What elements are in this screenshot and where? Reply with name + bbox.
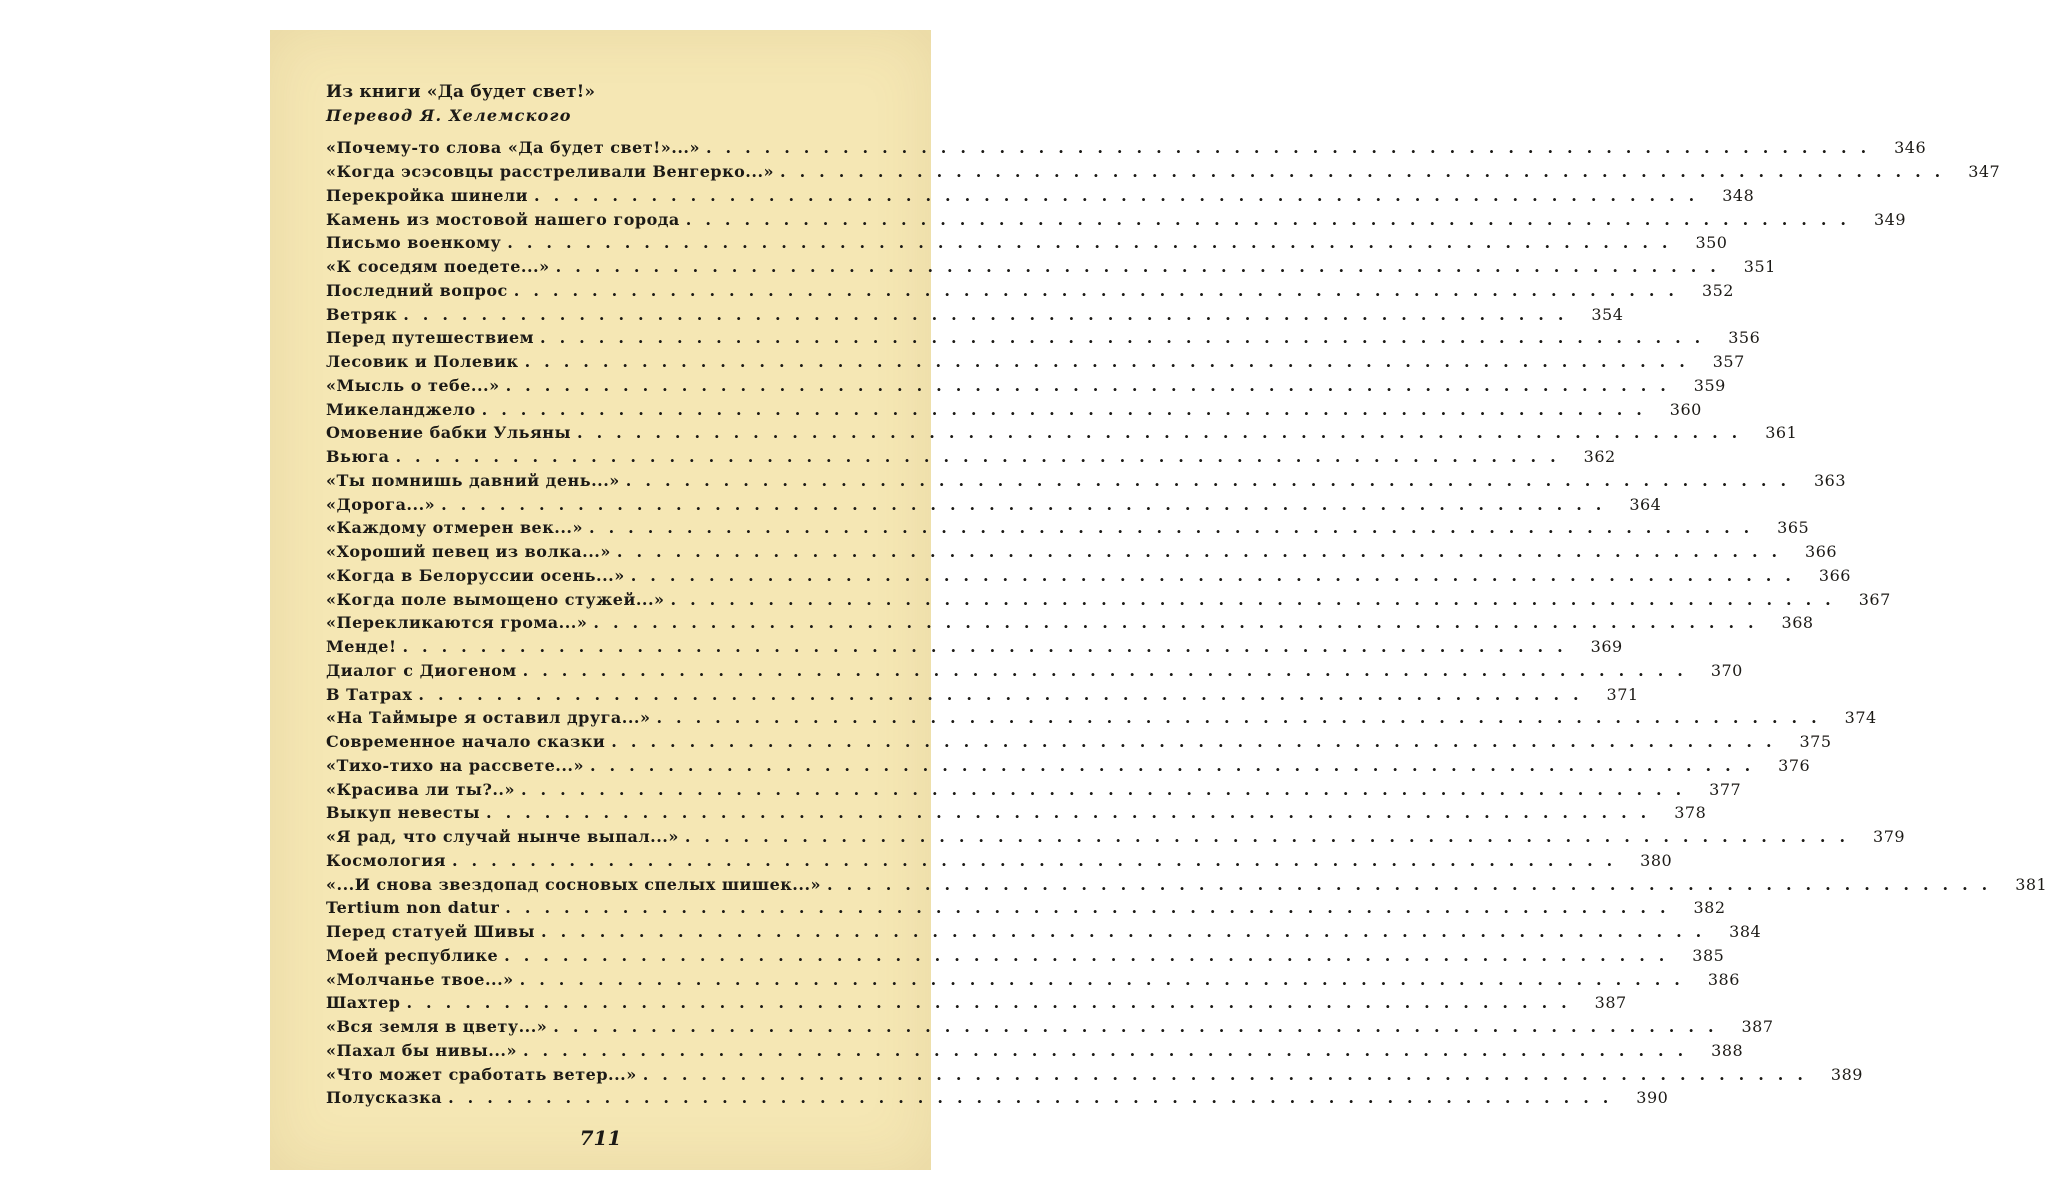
dot-leader: ............................................................ bbox=[625, 470, 1801, 490]
dot-leader: ............................................................ bbox=[534, 185, 1709, 205]
toc-entry-title: «Тихо-тихо на рассвете...» bbox=[326, 755, 584, 775]
dot-leader: ............................................................ bbox=[406, 993, 1581, 1013]
toc-entry-page: 376 bbox=[1778, 755, 1811, 775]
toc-entry bbox=[326, 184, 1755, 208]
toc-entry-title: «Мысль о тебе...» bbox=[326, 375, 500, 395]
toc-entry bbox=[326, 279, 1734, 303]
toc-entry-title: Tertium non datur bbox=[326, 898, 500, 918]
dot-leader: ............................................................ bbox=[589, 755, 1765, 775]
toc-entry-title: Письмо военкому bbox=[326, 233, 502, 253]
dot-leader: ............................................................ bbox=[505, 375, 1680, 395]
toc-entry-title: Лесовик и Полевик bbox=[326, 352, 519, 372]
toc-entry-page: 375 bbox=[1799, 732, 1832, 752]
toc-entry-title: «Перекликаются грома...» bbox=[326, 613, 588, 633]
toc-entry-title: Моей республике bbox=[326, 945, 499, 965]
toc-entry-page: 350 bbox=[1695, 233, 1728, 253]
section-title: Из книги «Да будет свет!» bbox=[326, 82, 596, 102]
toc-entry-title: «К соседям поедете...» bbox=[326, 257, 550, 277]
translator-credit: Перевод Я. Хелемского bbox=[326, 106, 572, 125]
toc-entry-title: «Вся земля в цвету...» bbox=[326, 1017, 548, 1037]
toc-entry-page: 390 bbox=[1636, 1088, 1669, 1108]
toc-entry-page: 363 bbox=[1813, 470, 1847, 490]
toc-entry-title: «Хороший певец из волка...» bbox=[326, 542, 611, 562]
dot-leader: ............................................................ bbox=[395, 447, 1570, 467]
toc-entry-title: Последний вопрос bbox=[326, 280, 508, 300]
dot-leader: ............................................................ bbox=[520, 779, 1696, 799]
toc-entry-title: Камень из мостовой нашего города bbox=[326, 209, 680, 229]
toc-entry-page: 361 bbox=[1765, 423, 1798, 443]
dot-leader: ............................................................ bbox=[505, 898, 1680, 918]
toc-entry bbox=[326, 564, 1851, 588]
toc-entry-title: Перед путешествием bbox=[326, 328, 535, 348]
dot-leader: ............................................................ bbox=[630, 565, 1805, 585]
toc-entry-title: Перекройка шинели bbox=[326, 185, 529, 205]
dot-leader: ............................................................ bbox=[656, 708, 1831, 728]
toc-entry bbox=[326, 730, 1832, 754]
toc-entry bbox=[326, 944, 1725, 968]
toc-entry-title: «На Таймыре я оставил друга...» bbox=[326, 708, 651, 728]
book-page bbox=[270, 30, 2047, 1170]
dot-leader: ............................................................ bbox=[448, 1088, 1623, 1108]
dot-leader: ............................................................ bbox=[684, 827, 1860, 847]
toc-entry-title: «Когда поле вымощено стужей...» bbox=[326, 589, 665, 609]
toc-entry-page: 354 bbox=[1591, 304, 1624, 324]
toc-entry bbox=[326, 302, 1624, 326]
dot-leader: ............................................................ bbox=[540, 328, 1715, 348]
toc-entry-title: «Когда эсэсовцы расстреливали Венгерко...» bbox=[326, 162, 775, 182]
toc-entry bbox=[326, 801, 1707, 825]
toc-entry bbox=[326, 849, 1673, 873]
toc-entry bbox=[326, 872, 2047, 896]
toc-entry-page: 349 bbox=[1873, 209, 1906, 229]
toc-entry bbox=[326, 516, 1810, 540]
toc-entry-page: 352 bbox=[1701, 280, 1734, 300]
toc-entry-title: Полусказка bbox=[326, 1088, 443, 1108]
toc-entry-page: 348 bbox=[1722, 185, 1755, 205]
toc-entry-page: 384 bbox=[1729, 922, 1762, 942]
toc-entry bbox=[326, 397, 1702, 421]
dot-leader: ............................................................ bbox=[670, 589, 1845, 609]
toc-entry bbox=[326, 326, 1761, 350]
dot-leader: ............................................................ bbox=[642, 1064, 1817, 1084]
toc-entry-page: 359 bbox=[1693, 375, 1726, 395]
dot-leader: ............................................................ bbox=[705, 138, 1881, 158]
toc-entry bbox=[326, 350, 1745, 374]
dot-leader: ............................................................ bbox=[593, 613, 1768, 633]
toc-entry bbox=[326, 1086, 1669, 1110]
toc-entry bbox=[326, 1039, 1744, 1063]
toc-entry-title: «Почему-то слова «Да будет свет!»...» bbox=[326, 138, 700, 158]
toc-entry bbox=[326, 920, 1762, 944]
toc-entry bbox=[326, 611, 1814, 635]
toc-entry-page: 389 bbox=[1830, 1064, 1863, 1084]
toc-entry-page: 368 bbox=[1781, 613, 1814, 633]
toc-entry bbox=[326, 1062, 1863, 1086]
toc-entry-title: «Я рад, что случай нынче выпал...» bbox=[326, 827, 679, 847]
toc-entry-page: 380 bbox=[1640, 850, 1673, 870]
toc-entry bbox=[326, 896, 1726, 920]
toc-entry-page: 347 bbox=[1968, 162, 2001, 182]
toc-entry bbox=[326, 231, 1728, 255]
toc-entry-title: «Что может сработать ветер...» bbox=[326, 1064, 637, 1084]
dot-leader: ............................................................ bbox=[541, 922, 1716, 942]
dot-leader: ............................................................ bbox=[481, 399, 1656, 419]
toc-entry-title: «Красива ли ты?..» bbox=[326, 779, 515, 799]
toc-entry-page: 371 bbox=[1606, 684, 1639, 704]
toc-entry bbox=[326, 777, 1742, 801]
toc-entry-title: В Татрах bbox=[326, 684, 413, 704]
toc-entry bbox=[326, 825, 1906, 849]
toc-entry bbox=[326, 160, 2001, 184]
toc-entry bbox=[326, 445, 1616, 469]
table-of-contents bbox=[326, 136, 2047, 1110]
toc-entry-page: 387 bbox=[1594, 993, 1627, 1013]
toc-entry bbox=[326, 374, 1726, 398]
toc-entry-title: Омовение бабки Ульяны bbox=[326, 423, 572, 443]
dot-leader: ............................................................ bbox=[451, 850, 1627, 870]
dot-leader: ............................................................ bbox=[519, 969, 1694, 989]
toc-entry-page: 382 bbox=[1693, 898, 1726, 918]
toc-entry-page: 346 bbox=[1894, 138, 1927, 158]
dot-leader: ............................................................ bbox=[513, 280, 1688, 300]
page-number: 711 bbox=[579, 1126, 622, 1150]
dot-leader: ............................................................ bbox=[616, 542, 1792, 562]
toc-entry-title: Ветряк bbox=[326, 304, 398, 324]
toc-entry-page: 370 bbox=[1710, 660, 1743, 680]
dot-leader: ............................................................ bbox=[577, 423, 1752, 443]
toc-entry-title: «...И снова звездопад сосновых спелых шишек...» bbox=[326, 874, 822, 894]
toc-entry-page: 381 bbox=[2015, 874, 2047, 894]
toc-entry bbox=[326, 967, 1740, 991]
toc-entry-page: 351 bbox=[1743, 257, 1776, 277]
dot-leader: ............................................................ bbox=[522, 1040, 1698, 1060]
toc-entry bbox=[326, 706, 1877, 730]
dot-leader: ............................................................ bbox=[507, 233, 1682, 253]
dot-leader: ............................................................ bbox=[611, 732, 1786, 752]
dot-leader: ............................................................ bbox=[402, 637, 1577, 657]
toc-entry-page: 366 bbox=[1805, 542, 1838, 562]
dot-leader: ............................................................ bbox=[524, 352, 1699, 372]
toc-entry-title: Выкуп невесты bbox=[326, 803, 481, 823]
toc-entry-page: 364 bbox=[1629, 494, 1662, 514]
toc-entry bbox=[326, 1015, 1774, 1039]
toc-entry-page: 367 bbox=[1858, 589, 1891, 609]
dot-leader: ............................................................ bbox=[403, 304, 1578, 324]
toc-entry-title: Космология bbox=[326, 850, 446, 870]
toc-entry bbox=[326, 469, 1847, 493]
toc-entry bbox=[326, 754, 1811, 778]
toc-entry-title: «Молчанье твое...» bbox=[326, 969, 514, 989]
toc-entry-title: «Дорога...» bbox=[326, 494, 436, 514]
toc-entry-title: «Ты помнишь давний день...» bbox=[326, 470, 620, 490]
toc-entry-title: Перед статуей Шивы bbox=[326, 922, 535, 942]
toc-entry bbox=[326, 540, 1838, 564]
dot-leader: ............................................................ bbox=[827, 874, 2002, 894]
toc-entry bbox=[326, 207, 1906, 231]
toc-entry-page: 377 bbox=[1709, 779, 1742, 799]
toc-entry bbox=[326, 587, 1891, 611]
toc-entry-page: 374 bbox=[1844, 708, 1877, 728]
toc-entry bbox=[326, 136, 1927, 160]
toc-entry bbox=[326, 255, 1776, 279]
dot-leader: ............................................................ bbox=[504, 945, 1679, 965]
toc-entry bbox=[326, 421, 1798, 445]
toc-entry-page: 362 bbox=[1583, 447, 1616, 467]
dot-leader: ............................................................ bbox=[589, 518, 1764, 538]
toc-entry-page: 357 bbox=[1712, 352, 1745, 372]
toc-entry bbox=[326, 492, 1662, 516]
toc-entry-title: Менде! bbox=[326, 637, 397, 657]
toc-entry-page: 378 bbox=[1674, 803, 1707, 823]
toc-entry-page: 360 bbox=[1669, 399, 1702, 419]
toc-entry-page: 365 bbox=[1777, 518, 1810, 538]
dot-leader: ............................................................ bbox=[486, 803, 1661, 823]
toc-entry bbox=[326, 682, 1639, 706]
toc-entry-title: «Пахал бы нивы...» bbox=[326, 1040, 517, 1060]
toc-entry-title: Микеланджело bbox=[326, 399, 476, 419]
toc-entry-page: 387 bbox=[1741, 1017, 1774, 1037]
toc-entry-page: 356 bbox=[1728, 328, 1761, 348]
toc-entry-page: 379 bbox=[1873, 827, 1906, 847]
dot-leader: ............................................................ bbox=[522, 660, 1697, 680]
dot-leader: ............................................................ bbox=[555, 257, 1730, 277]
toc-entry-page: 385 bbox=[1692, 945, 1725, 965]
dot-leader: ............................................................ bbox=[418, 684, 1593, 704]
toc-entry-title: «Когда в Белоруссии осень...» bbox=[326, 565, 625, 585]
toc-entry-page: 388 bbox=[1711, 1040, 1744, 1060]
dot-leader: ............................................................ bbox=[553, 1017, 1728, 1037]
toc-entry-page: 386 bbox=[1707, 969, 1740, 989]
toc-entry bbox=[326, 659, 1743, 683]
dot-leader: ............................................................ bbox=[441, 494, 1616, 514]
toc-entry bbox=[326, 635, 1623, 659]
toc-entry-title: «Каждому отмерен век...» bbox=[326, 518, 583, 538]
toc-entry-page: 366 bbox=[1818, 565, 1851, 585]
toc-entry bbox=[326, 991, 1627, 1015]
toc-entry-page: 369 bbox=[1590, 637, 1623, 657]
toc-entry-title: Вьюга bbox=[326, 447, 390, 467]
dot-leader: ............................................................ bbox=[685, 209, 1860, 229]
toc-entry-title: Современное начало сказки bbox=[326, 732, 606, 752]
toc-entry-title: Диалог с Диогеном bbox=[326, 660, 517, 680]
toc-entry-title: Шахтер bbox=[326, 993, 401, 1013]
dot-leader: ............................................................ bbox=[780, 162, 1955, 182]
